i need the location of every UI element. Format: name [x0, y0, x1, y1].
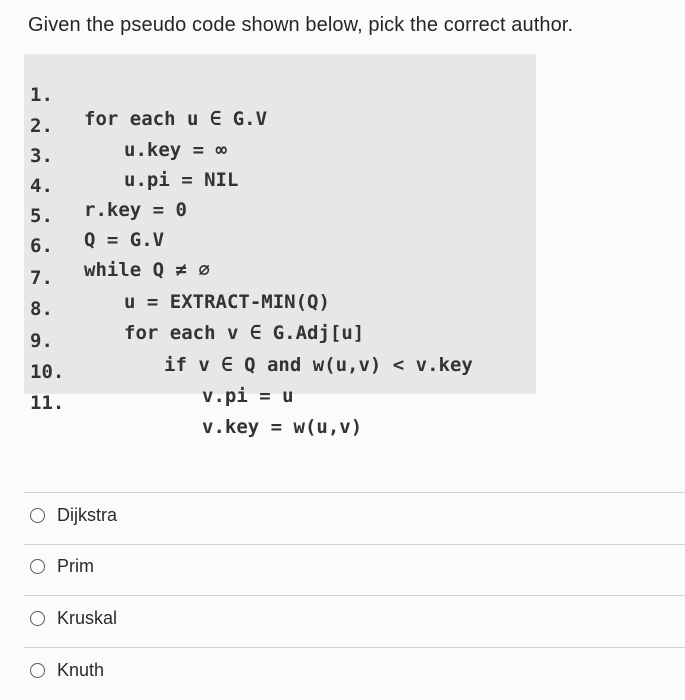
option-kruskal[interactable]	[30, 606, 117, 630]
line-number: 10.	[30, 361, 65, 383]
code-text: for each v ∈ G.Adj[u]	[124, 322, 365, 344]
option-dijkstra[interactable]	[30, 503, 117, 527]
code-text: u = EXTRACT-MIN(Q)	[124, 291, 330, 313]
option-label: Knuth	[57, 659, 105, 680]
line-number: 9.	[30, 330, 53, 352]
line-number: 1.	[30, 84, 53, 106]
code-text: u.key = ∞	[124, 139, 227, 161]
option-divider	[24, 647, 685, 648]
option-prim[interactable]	[30, 554, 94, 578]
option-label: Kruskal	[57, 607, 118, 628]
option-divider	[24, 544, 685, 545]
line-number: 6.	[30, 235, 53, 257]
code-text: u.pi = NIL	[124, 169, 239, 191]
option-label: Prim	[57, 555, 94, 576]
code-line	[24, 59, 268, 130]
question-text: Given the pseudo code shown below, pick the correct author.	[28, 14, 574, 36]
option-divider	[24, 492, 685, 493]
radio-button[interactable]	[30, 559, 45, 574]
code-text: v.key = w(u,v)	[202, 416, 363, 438]
line-number: 8.	[30, 298, 53, 320]
code-text: while Q ≠ ∅	[84, 259, 210, 281]
line-number: 3.	[30, 145, 53, 167]
code-text: Q = G.V	[84, 229, 165, 251]
line-number: 4.	[30, 175, 53, 197]
radio-button[interactable]	[30, 663, 45, 678]
code-text: r.key = 0	[84, 199, 187, 221]
line-number: 7.	[30, 267, 53, 289]
option-label: Dijkstra	[57, 504, 118, 525]
radio-button[interactable]	[30, 611, 45, 626]
option-knuth[interactable]	[30, 658, 104, 682]
pseudo-code-block	[24, 54, 536, 438]
option-divider	[24, 595, 685, 596]
line-number: 11.	[30, 392, 65, 414]
code-text: for each u ∈ G.V	[84, 108, 268, 130]
code-text: if v ∈ Q and w(u,v) < v.key	[164, 354, 473, 376]
line-number: 5.	[30, 205, 53, 227]
line-number: 2.	[30, 115, 53, 137]
radio-button[interactable]	[30, 508, 45, 523]
code-text: v.pi = u	[202, 385, 294, 407]
